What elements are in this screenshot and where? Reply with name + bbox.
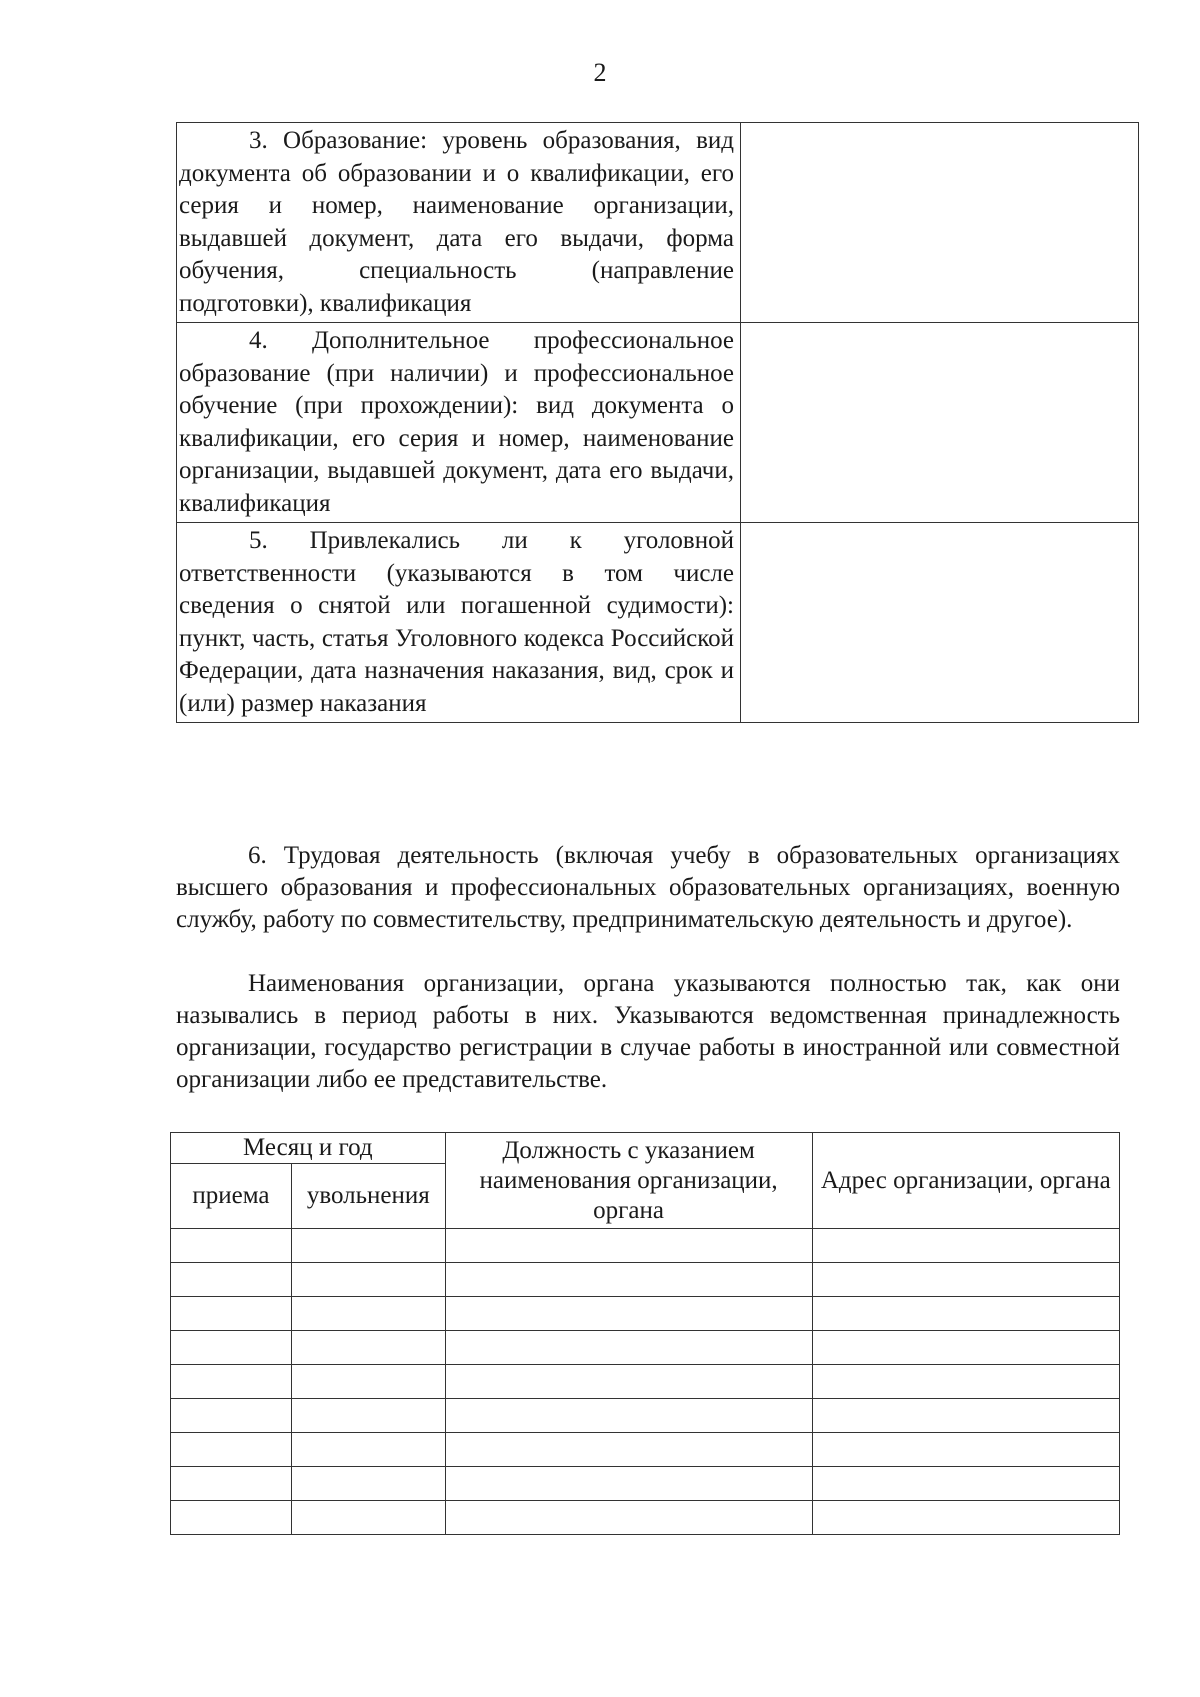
hire-date-cell[interactable] [171,1229,292,1263]
position-cell[interactable] [445,1229,812,1263]
question-label [177,523,741,723]
address-cell[interactable] [812,1331,1119,1365]
table-row [171,1433,1120,1467]
position-cell[interactable] [445,1433,812,1467]
dismissal-date-cell[interactable] [291,1501,445,1535]
address-cell[interactable] [812,1365,1119,1399]
table-row [171,1331,1120,1365]
dismissal-date-cell[interactable] [291,1365,445,1399]
dismissal-date-cell[interactable] [291,1399,445,1433]
dismissal-date-cell[interactable] [291,1263,445,1297]
hire-date-cell[interactable] [171,1501,292,1535]
address-cell[interactable] [812,1229,1119,1263]
table-row [171,1365,1120,1399]
header-address: Адрес организации, органа [812,1133,1119,1229]
header-hire: приема [171,1164,292,1229]
dismissal-date-cell[interactable] [291,1331,445,1365]
section-6-text: 6. Трудовая деятельность (включая учебу в образовательных организациях высшего образования и профессиональных образовательных организациях, военную службу, работу по совместительству, предпринимательскую деятельность и другое). [176,842,1120,933]
page-number: 2 [593,58,607,87]
question-row [177,523,1139,723]
address-cell[interactable] [812,1433,1119,1467]
question-label [177,123,741,323]
question-label [177,323,741,523]
section-6-heading [176,840,1120,936]
dismissal-date-cell[interactable] [291,1297,445,1331]
answer-field[interactable] [741,523,1139,723]
address-cell[interactable] [812,1501,1119,1535]
table-row [171,1263,1120,1297]
question-text: 3. Образование: уровень образования, вид документа об образовании и о квалификации, его серия и номер, наименование организации, выдавшей документ, дата его выдачи, форма обучения, специальность (направление подготовки), квалификация [179,127,734,317]
header-dismissal: увольнения [291,1164,445,1229]
address-cell[interactable] [812,1399,1119,1433]
answer-field[interactable] [741,323,1139,523]
dismissal-date-cell[interactable] [291,1467,445,1501]
address-cell[interactable] [812,1263,1119,1297]
position-cell[interactable] [445,1297,812,1331]
hire-date-cell[interactable] [171,1297,292,1331]
address-cell[interactable] [812,1467,1119,1501]
section-6-note [176,968,1120,1096]
hire-date-cell[interactable] [171,1467,292,1501]
position-cell[interactable] [445,1331,812,1365]
table-row [171,1399,1120,1433]
position-cell[interactable] [445,1365,812,1399]
header-month-year: Месяц и год [171,1133,446,1164]
address-cell[interactable] [812,1297,1119,1331]
question-row [177,123,1139,323]
table-row [171,1297,1120,1331]
position-cell[interactable] [445,1467,812,1501]
table-row [171,1467,1120,1501]
questionnaire-table [176,122,1139,723]
dismissal-date-cell[interactable] [291,1433,445,1467]
work-history-rows [171,1229,1120,1535]
question-text: 4. Дополнительное профессиональное образование (при наличии) и профессиональное обучение (при прохождении): вид документа о квалификации, его серия и номер, наименование организации, выдавшей документ, дата его выдачи, квалификация [179,327,734,517]
hire-date-cell[interactable] [171,1433,292,1467]
work-history-table [170,1132,1120,1535]
position-cell[interactable] [445,1263,812,1297]
dismissal-date-cell[interactable] [291,1229,445,1263]
section-6-note-text: Наименования организации, органа указываются полностью так, как они назывались в период работы в них. Указываются ведомственная принадлежность организации, государство регистрации в случае работы в иностранной или совместной организации либо ее представительстве. [176,970,1120,1093]
header-position: Должность с указанием наименования организации, органа [445,1133,812,1229]
hire-date-cell[interactable] [171,1331,292,1365]
hire-date-cell[interactable] [171,1263,292,1297]
hire-date-cell[interactable] [171,1365,292,1399]
position-cell[interactable] [445,1399,812,1433]
hire-date-cell[interactable] [171,1399,292,1433]
question-text: 5. Привлекались ли к уголовной ответственности (указываются в том числе сведения о снятой или погашенной судимости): пункт, часть, статья Уголовного кодекса Российской Федерации, дата назначения наказания, вид, срок и (или) размер наказания [179,527,734,717]
table-row [171,1501,1120,1535]
table-row [171,1229,1120,1263]
answer-field[interactable] [741,123,1139,323]
position-cell[interactable] [445,1501,812,1535]
question-row [177,323,1139,523]
